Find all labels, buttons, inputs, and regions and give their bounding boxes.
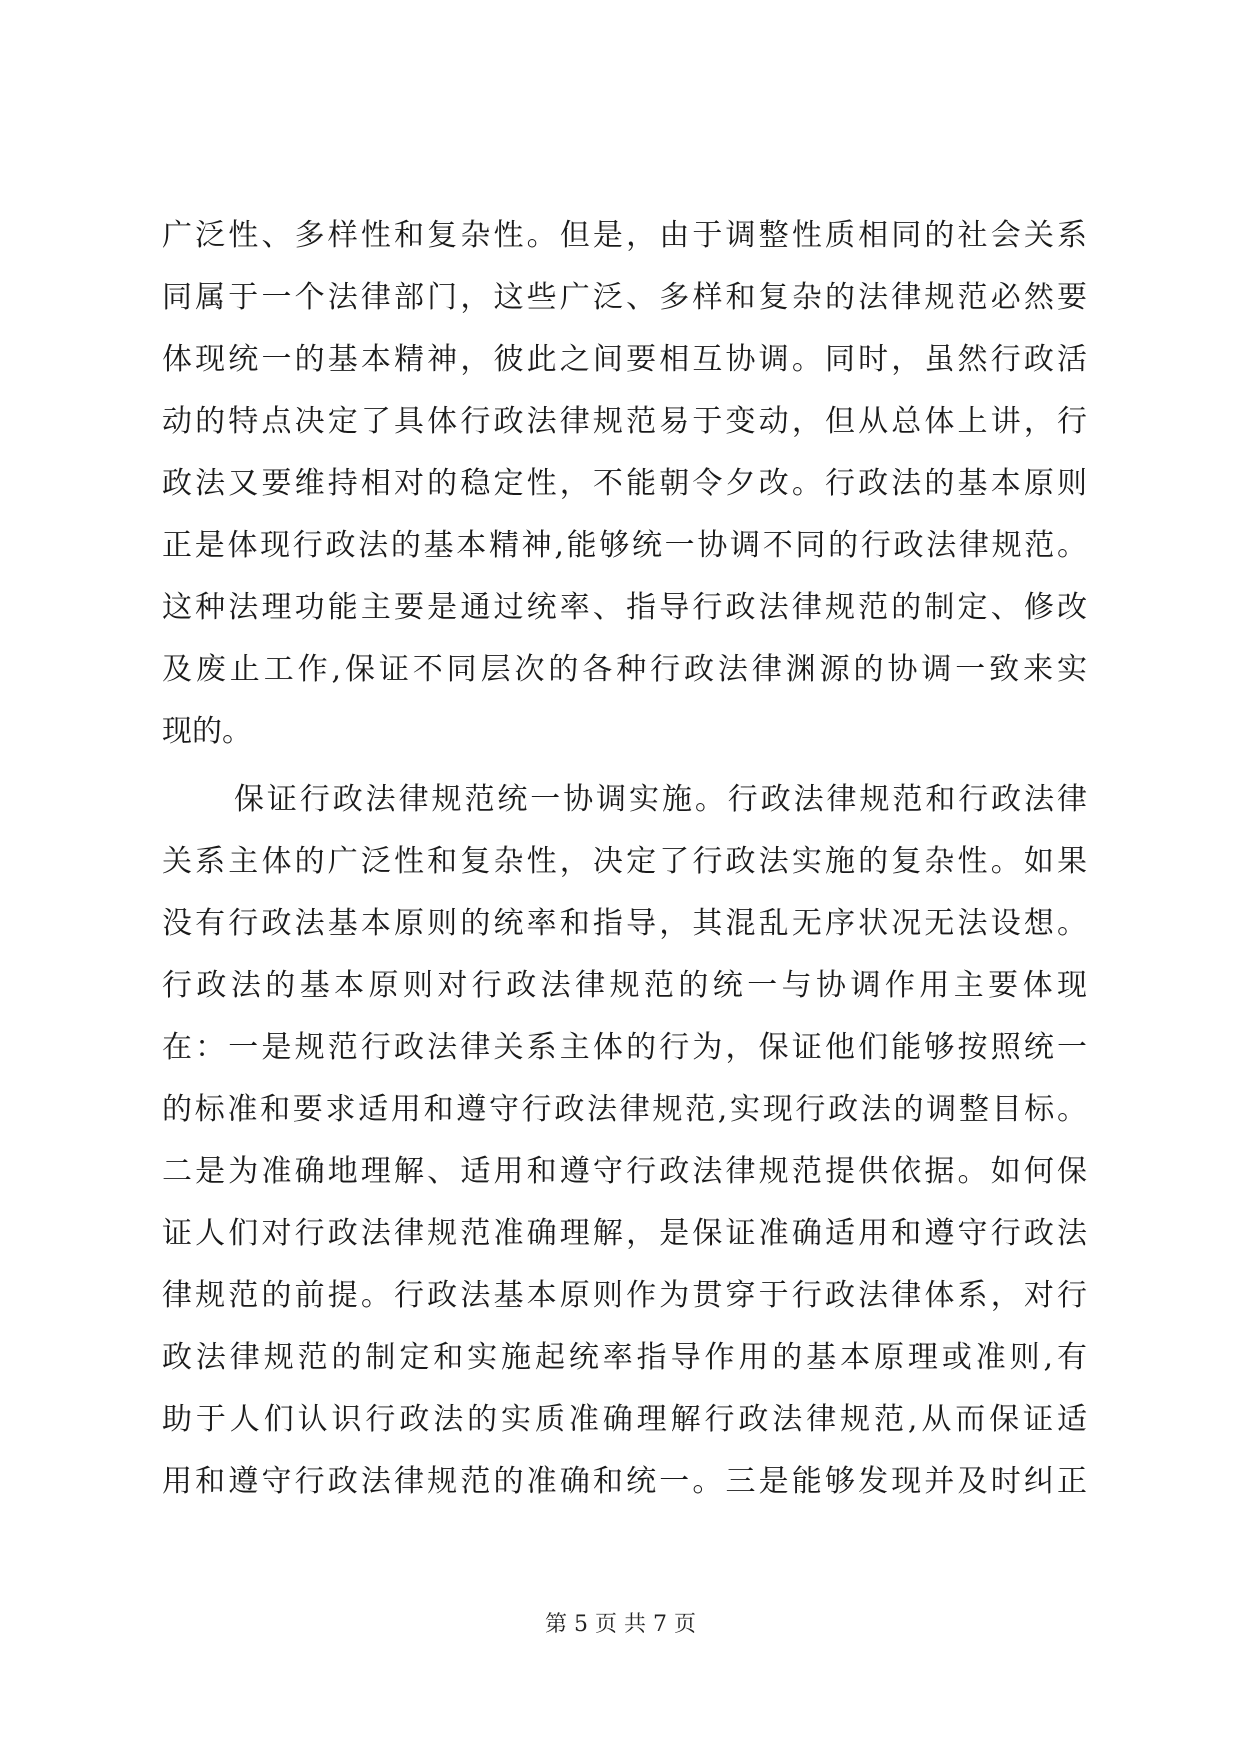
- text-line: 行政法的基本原则对行政法律规范的统一与协调作用主要体现: [162, 968, 1087, 1003]
- text-line: 正是体现行政法的基本精神,能够统一协调不同的行政法律规范。: [162, 528, 1087, 563]
- text-line: 用和遵守行政法律规范的准确和统一。三是能够发现并及时纠正: [162, 1464, 1087, 1499]
- text-line: 助于人们认识行政法的实质准确理解行政法律规范,从而保证适: [162, 1402, 1087, 1437]
- page-number-footer: 第 5 页 共 7 页: [545, 1612, 696, 1637]
- paragraph-first-line: 保证行政法律规范统一协调实施。行政法律规范和行政法律: [234, 782, 1087, 817]
- text-line: 广泛性、多样性和复杂性。但是，由于调整性质相同的社会关系: [162, 218, 1087, 253]
- text-line: 及废止工作,保证不同层次的各种行政法律渊源的协调一致来实: [162, 652, 1087, 687]
- text-line: 体现统一的基本精神，彼此之间要相互协调。同时，虽然行政活: [162, 342, 1087, 377]
- text-line: 没有行政法基本原则的统率和指导，其混乱无序状况无法设想。: [162, 906, 1087, 941]
- text-line: 律规范的前提。行政法基本原则作为贯穿于行政法律体系，对行: [162, 1278, 1087, 1313]
- text-line: 关系主体的广泛性和复杂性，决定了行政法实施的复杂性。如果: [162, 844, 1087, 879]
- text-line: 这种法理功能主要是通过统率、指导行政法律规范的制定、修改: [162, 590, 1087, 625]
- text-line: 动的特点决定了具体行政法律规范易于变动，但从总体上讲，行: [162, 404, 1087, 439]
- text-line: 现的。: [162, 714, 252, 749]
- text-line: 同属于一个法律部门，这些广泛、多样和复杂的法律规范必然要: [162, 280, 1087, 315]
- text-line: 政法又要维持相对的稳定性，不能朝令夕改。行政法的基本原则: [162, 466, 1087, 501]
- text-line: 证人们对行政法律规范准确理解，是保证准确适用和遵守行政法: [162, 1216, 1087, 1251]
- text-line: 政法律规范的制定和实施起统率指导作用的基本原理或准则,有: [162, 1340, 1087, 1375]
- text-line: 二是为准确地理解、适用和遵守行政法律规范提供依据。如何保: [162, 1154, 1087, 1189]
- text-line: 在：一是规范行政法律关系主体的行为，保证他们能够按照统一: [162, 1030, 1087, 1065]
- body-text: [162, 205, 1087, 1513]
- text-line: 的标准和要求适用和遵守行政法律规范,实现行政法的调整目标。: [162, 1092, 1087, 1127]
